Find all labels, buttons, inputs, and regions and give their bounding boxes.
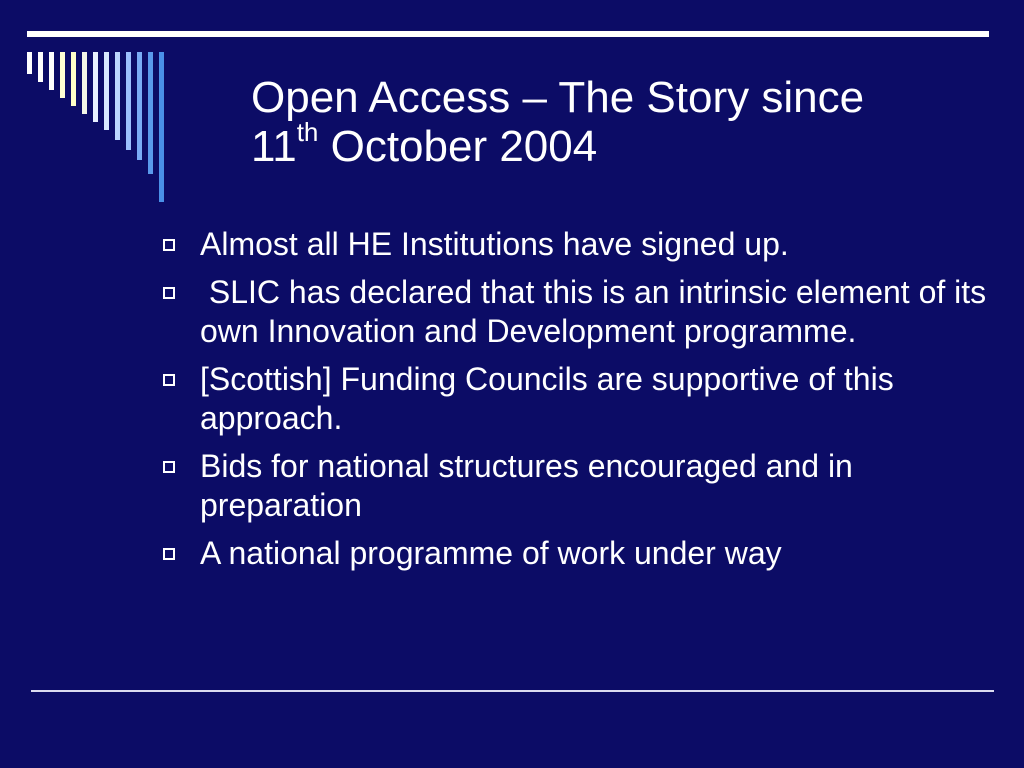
- bullet-text: Almost all HE Institutions have signed up.: [200, 226, 789, 262]
- bullet-list: [160, 225, 1020, 582]
- stripe: [126, 52, 131, 150]
- stripe: [27, 52, 32, 74]
- title-line-2-rest: October 2004: [318, 122, 598, 171]
- bullet-text: Bids for national structures encouraged and in preparation: [200, 448, 853, 523]
- title-line-1: Open Access – The Story since: [251, 73, 865, 122]
- stripe: [82, 52, 87, 114]
- bullet-item: [160, 225, 1020, 264]
- stripe: [115, 52, 120, 140]
- hollow-square-icon: [163, 461, 175, 473]
- top-rule: [27, 31, 989, 37]
- slide-title: [251, 73, 991, 171]
- bullet-text: SLIC has declared that this is an intrinsic element of its own Innovation and Development programme.: [200, 274, 996, 349]
- hollow-square-icon: [163, 287, 175, 299]
- stripe: [148, 52, 153, 174]
- hollow-square-icon: [163, 239, 175, 251]
- stripe: [71, 52, 76, 106]
- stripe: [104, 52, 109, 130]
- stripe: [38, 52, 43, 82]
- hollow-square-icon: [163, 374, 175, 386]
- bullet-text: [Scottish] Funding Councils are supportive of this approach.: [200, 361, 894, 436]
- bullet-item: [160, 534, 1020, 573]
- stripe: [137, 52, 142, 160]
- hollow-square-icon: [163, 548, 175, 560]
- stripe: [159, 52, 164, 202]
- bullet-item: [160, 447, 1020, 525]
- bullet-item: [160, 273, 1020, 351]
- title-superscript: th: [296, 117, 319, 148]
- title-number: 11: [251, 122, 297, 171]
- bullet-item: [160, 360, 1020, 438]
- stripe: [60, 52, 65, 98]
- bottom-rule: [31, 690, 994, 692]
- bullet-text: A national programme of work under way: [200, 535, 782, 571]
- stripe: [49, 52, 54, 90]
- stripe: [93, 52, 98, 122]
